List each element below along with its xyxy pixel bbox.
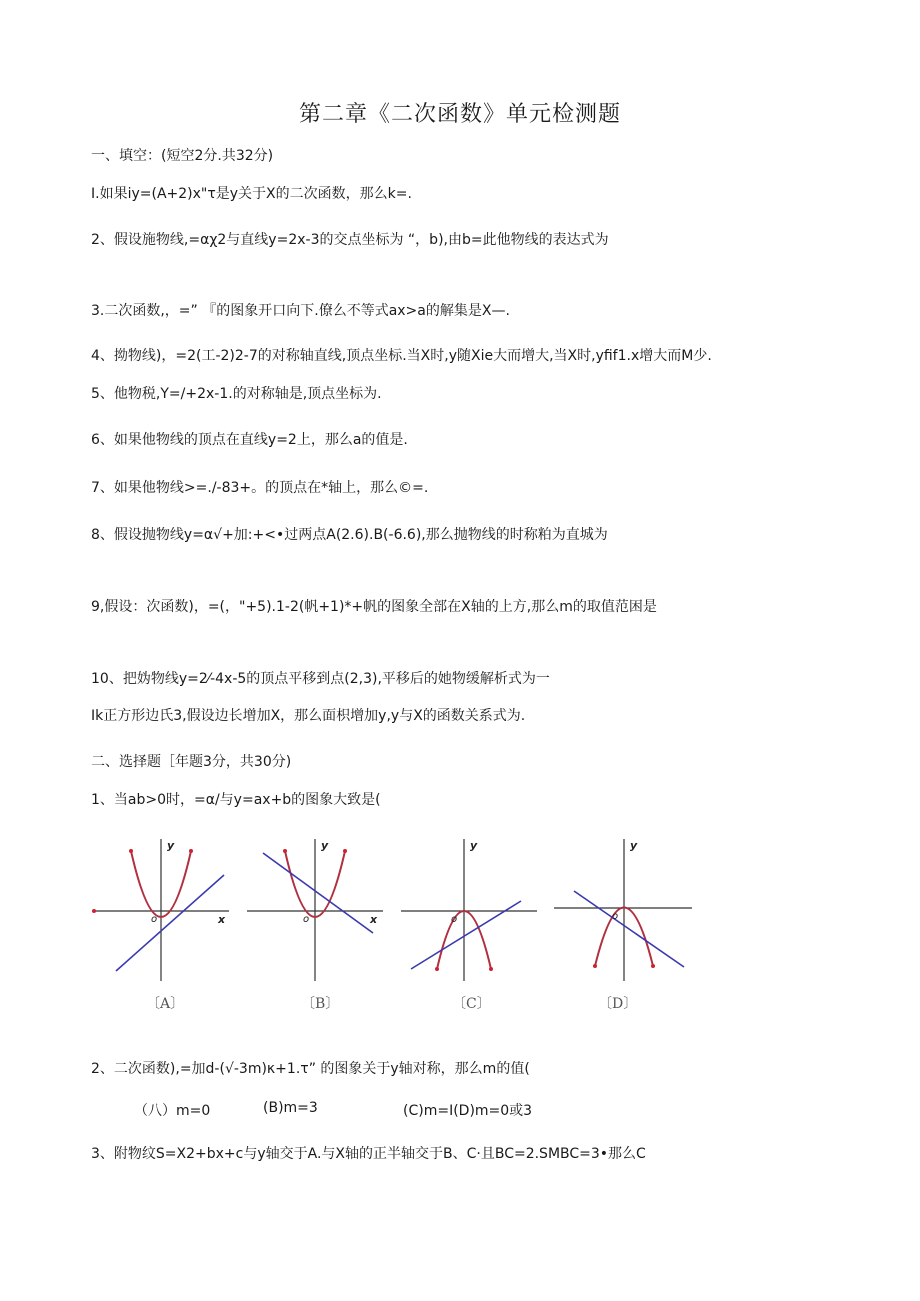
section2-heading: 二、选择题［年题3分，共30分) [91,754,292,770]
question-1-10: 10、把妫物线y=2⁄-4x-5的顶点平移到点(2,3),平移后的她物缓解析式为一 [91,671,550,687]
origin-label: o [303,914,310,925]
origin-label: o [151,914,158,925]
graph-c-caption: 〔C〕 [452,996,491,1012]
origin-label: o [451,914,458,925]
question-1-2: 2、假设施物线,=αχ2与直线y=2x-3的交点坐标为 “，b),由b=此他物线的表达式为 [91,232,609,248]
graph-b [245,833,390,983]
origin-label: o [612,911,619,922]
question-1-11: Ik正方形边氏3,假设边长增加X，那么面枳增加y,y与X的函数关系式为. [91,708,526,724]
question-1-4: 4、拗物线)，=2(工-2)2-7的对称轴直线,顶点坐标.当X时,y随Xie大而增大,当X时,yfif1.x增大而M少. [91,348,712,364]
y-axis-label: y [630,839,638,852]
question-1-1: I.如果ⅰy=(A+2)x"τ是y关于X的二次函数，那么k=. [91,186,412,202]
question-1-9: 9,假设：次函数)，=(，"+5).1-2(帆+1)*+帆的图象全部在X轴的上方,那么m的取值范困是 [91,599,657,615]
question-1-7: 7、如果他物线>=./-83+。的顶点在*轴上，那么©=. [91,480,429,496]
graph-b-caption: 〔B〕 [301,996,340,1012]
question-2-3: 3、附物纹S=X2+bx+c与y轴交于A.与X轴的正半轴交于B、C·且BC=2.SMBC=3•那么C [91,1146,646,1162]
graph-a-caption: 〔A〕 [146,996,185,1012]
y-axis-label: y [470,839,478,852]
question-2-2: 2、二次函数),=加d-(√-3m)κ+1.τ” 的图象关于y轴对称，那么m的值( [91,1061,530,1077]
option-a: （八）m=0 [134,1103,211,1119]
section1-heading: 一、填空：(短空2分.共32分) [91,148,274,164]
graph-c [399,833,544,983]
option-b: (B)m=3 [263,1100,318,1116]
x-axis-label: x [218,913,226,926]
y-axis-label: y [321,839,329,852]
graph-d-caption: 〔D〕 [598,996,638,1012]
graph-d [552,833,697,983]
option-c-d: (C)m=I(D)m=0或3 [403,1103,533,1119]
page-title: 第二章《二次函数》单元检测题 [298,102,621,127]
question-1-6: 6、如果他物线的顶点在直线y=2上，那么a的值是. [91,432,408,448]
question-1-3: 3.二次函数,，=” 『的图象开口向下.僚么不等式ax>a的解集是X—. [91,303,510,319]
question-2-1: 1、当ab>0时，=α/与y=ax+b的图象大致是( [91,792,381,808]
graph-a [91,833,236,983]
x-axis-label: x [370,913,378,926]
question-1-5: 5、他物税,Y=/+2x-1.的对称轴是,顶点坐标为. [91,386,382,402]
y-axis-label: y [167,839,175,852]
question-1-8: 8、假设抛物线y=α√+加:+<•过两点A(2.6).B(-6.6),那么抛物线的时称粕为直城为 [91,527,608,543]
